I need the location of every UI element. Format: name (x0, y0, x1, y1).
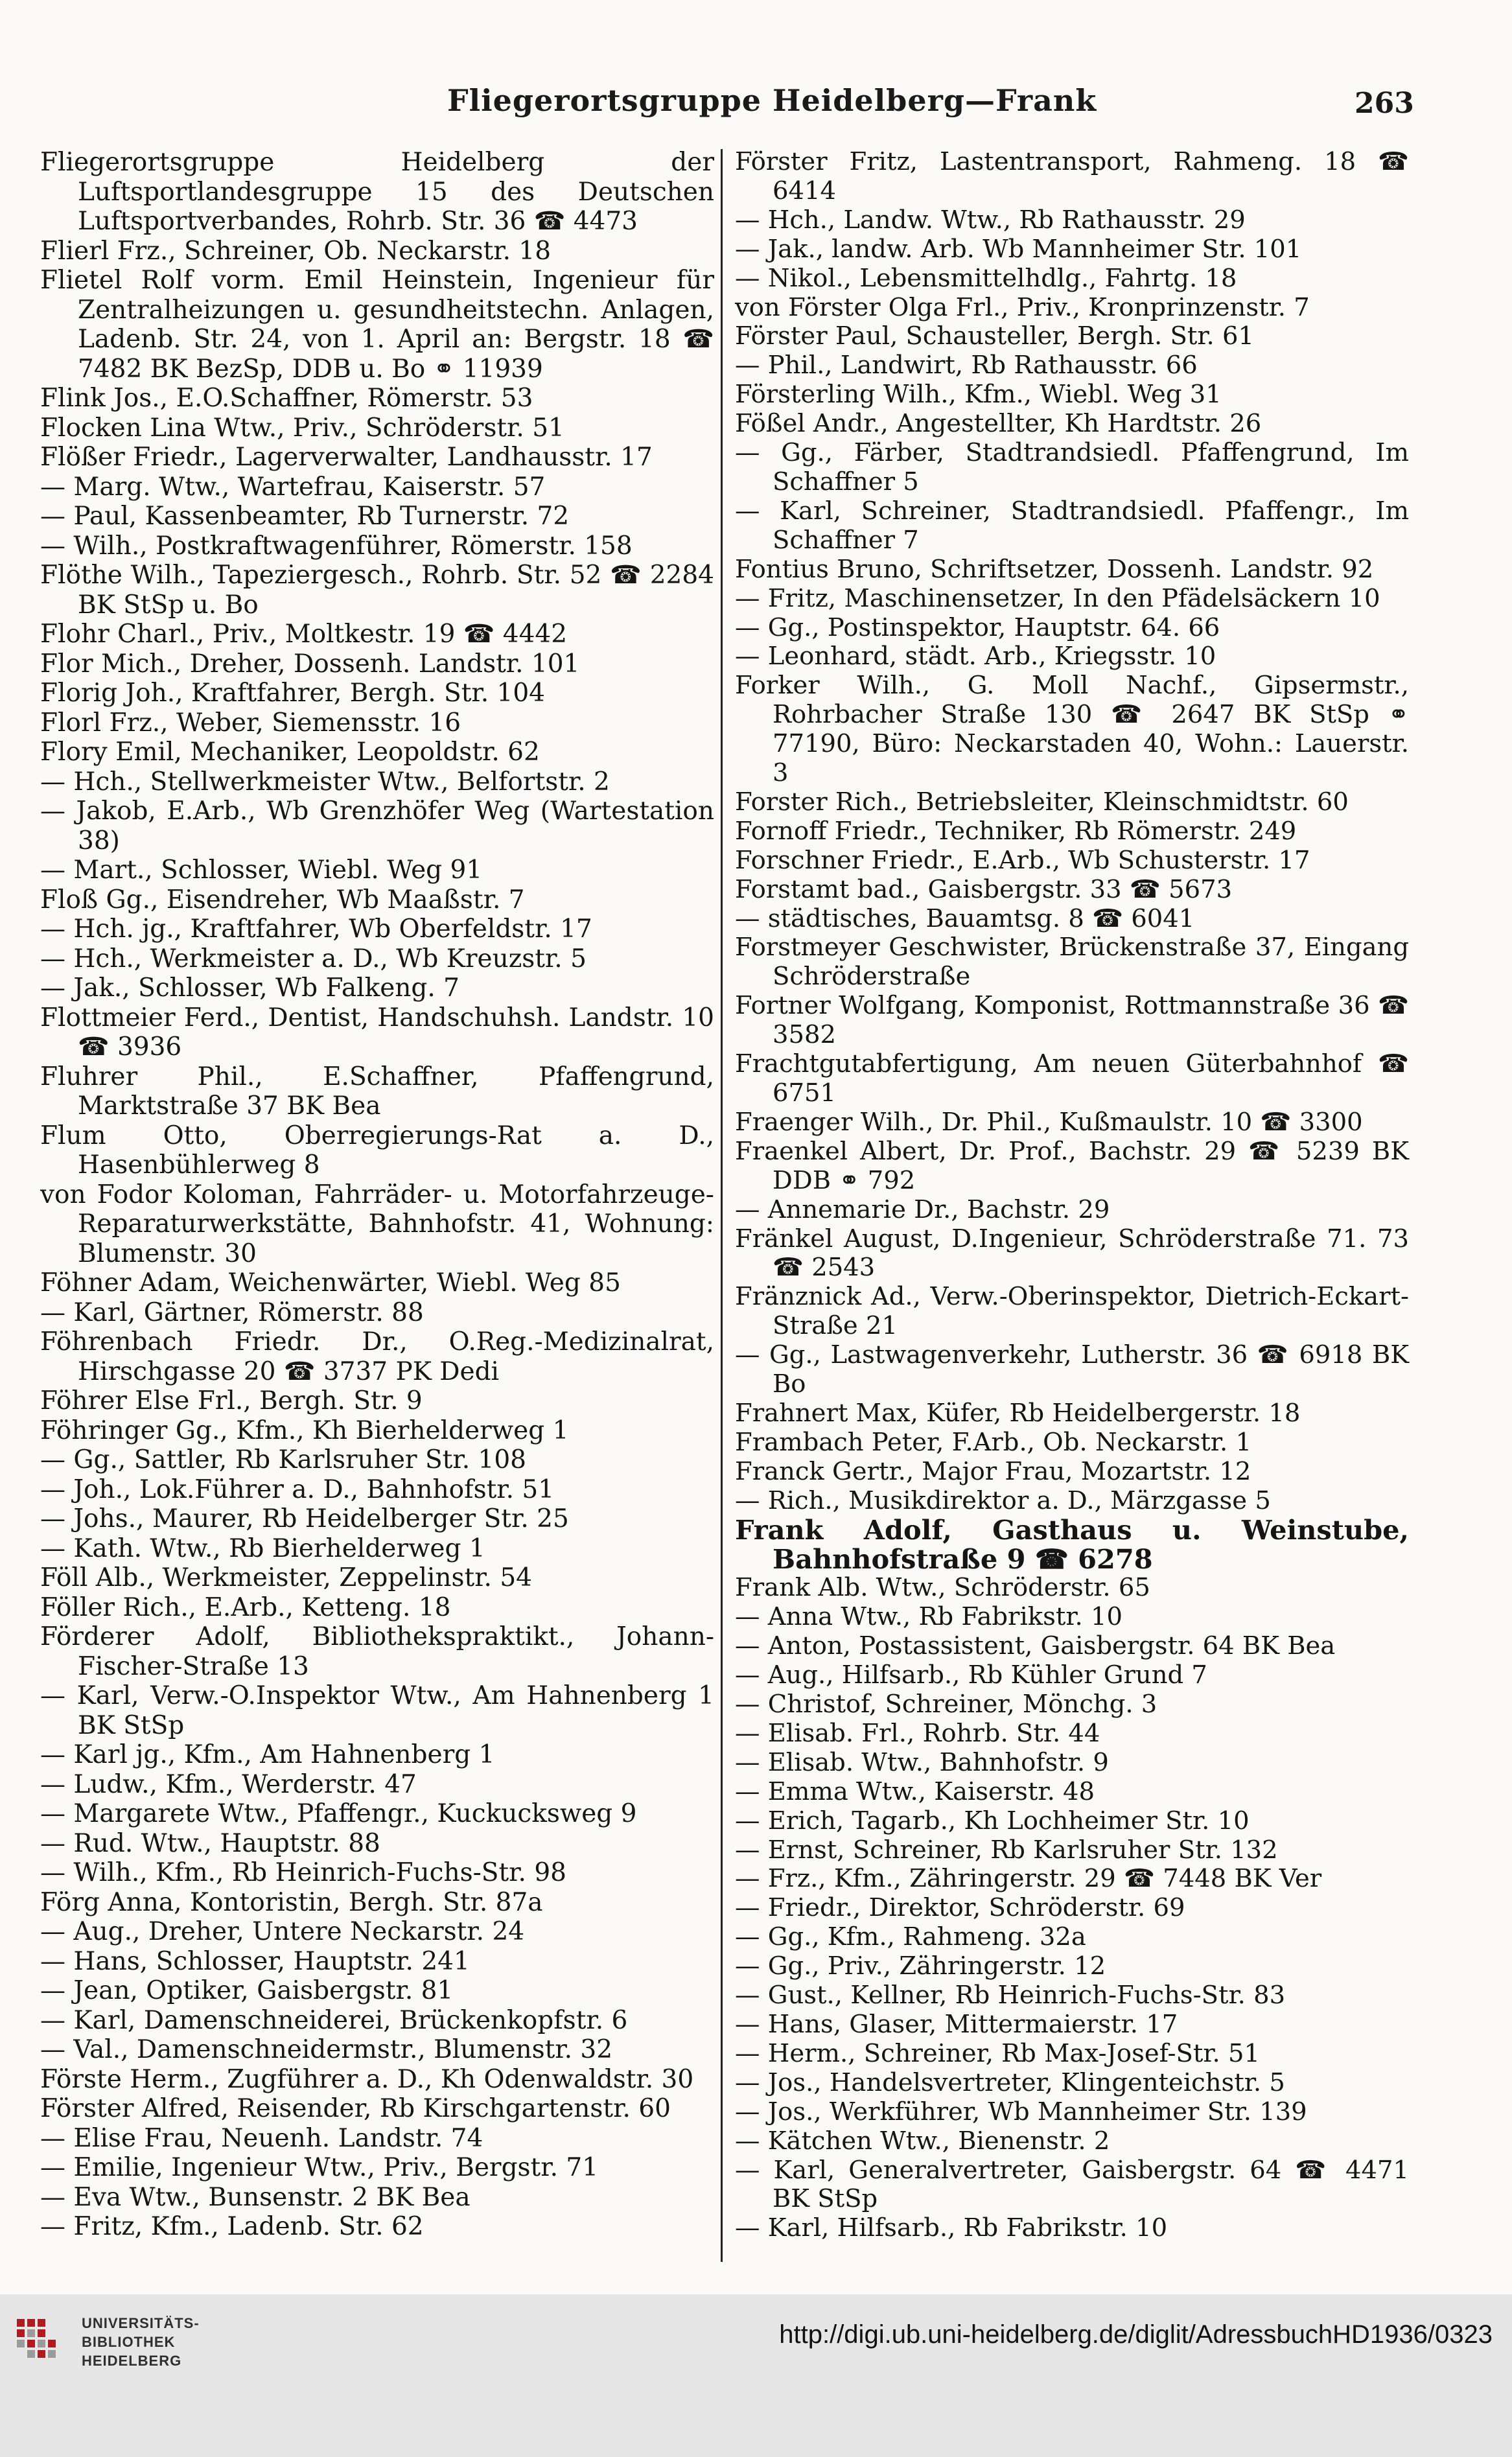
directory-entry: — Gg., Sattler, Rb Karlsruher Str. 108 (40, 1445, 526, 1474)
directory-entry: — Rud. Wtw., Hauptstr. 88 (40, 1828, 380, 1858)
directory-entry: — Erich, Tagarb., Kh Lochheimer Str. 10 (735, 1806, 1250, 1835)
directory-entry: Flohr Charl., Priv., Moltkestr. 19 ☎ 4442 (40, 620, 568, 649)
library-name-line: UNIVERSITÄTS- (82, 2315, 200, 2331)
directory-entry: — Johs., Maurer, Rb Heidelberger Str. 25 (40, 1504, 569, 1533)
directory-entry: Fontius Bruno, Schriftsetzer, Dossenh. Landstr. 92 (735, 554, 1374, 584)
directory-entry: — Gg., Priv., Zähringerstr. 12 (735, 1951, 1106, 1981)
directory-entry: Flierl Frz., Schreiner, Ob. Neckarstr. 18 (40, 236, 552, 266)
directory-entry: — Hch., Landw. Wtw., Rb Rathausstr. 29 (735, 205, 1246, 235)
directory-entry: Frahnert Max, Küfer, Rb Heidelbergerstr. 18 (735, 1398, 1301, 1428)
directory-entry: — Hch., Werkmeister a. D., Wb Kreuzstr. 5 (40, 944, 587, 973)
directory-entry: Föhringer Gg., Kfm., Kh Bierhelderweg 1 (40, 1415, 569, 1445)
directory-entry: Förster Alfred, Reisender, Rb Kirschgartenstr. 60 (40, 2094, 671, 2123)
directory-entry: Fraenkel Albert, Dr. Prof., Bachstr. 29 ☎ 5239 BK DDB ⚭ 792 (735, 1136, 1409, 1195)
directory-entry: — Mart., Schlosser, Wiebl. Weg 91 (40, 856, 483, 885)
directory-entry: Frambach Peter, F.Arb., Ob. Neckarstr. 1 (735, 1427, 1251, 1457)
directory-entry: — Jakob, E.Arb., Wb Grenzhöfer Weg (Wartestation 38) (40, 797, 714, 856)
directory-entry: — Karl, Hilfsarb., Rb Fabrikstr. 10 (735, 2213, 1168, 2243)
directory-entry: Fränznick Ad., Verw.-Oberinspektor, Dietrich-Eckart-Straße 21 (735, 1282, 1409, 1341)
directory-entry: — Jak., Schlosser, Wb Falkeng. 7 (40, 973, 459, 1003)
directory-entry: — Gg., Lastwagenverkehr, Lutherstr. 36 ☎ 6918 BK Bo (735, 1340, 1409, 1399)
directory-entry: Föll Alb., Werkmeister, Zeppelinstr. 54 (40, 1563, 532, 1592)
directory-entry: — Fritz, Kfm., Ladenb. Str. 62 (40, 2212, 424, 2241)
directory-entry: Förderer Adolf, Bibliothekspraktikt., Johann-Fischer-Straße 13 (40, 1622, 714, 1681)
directory-entry: — Karl, Damenschneiderei, Brückenkopfstr. 6 (40, 2005, 628, 2035)
column-divider (721, 149, 723, 2262)
directory-entry: — Jos., Werkführer, Wb Mannheimer Str. 139 (735, 2097, 1307, 2126)
directory-entry: — Emma Wtw., Kaiserstr. 48 (735, 1776, 1095, 1806)
directory-entry: — Jos., Handelsvertreter, Klingenteichstr. 5 (735, 2067, 1285, 2097)
directory-entry: Flocken Lina Wtw., Priv., Schröderstr. 51 (40, 413, 564, 443)
directory-entry: Fößel Andr., Angestellter, Kh Hardtstr. 26 (735, 409, 1262, 439)
directory-entry: — Rich., Musikdirektor a. D., Märzgasse 5 (735, 1485, 1271, 1515)
directory-entry: — Hans, Schlosser, Hauptstr. 241 (40, 1946, 470, 1976)
directory-entry: — Aug., Hilfsarb., Rb Kühler Grund 7 (735, 1660, 1207, 1690)
directory-entry: — Herm., Schreiner, Rb Max-Josef-Str. 51 (735, 2038, 1261, 2068)
right-column (735, 148, 1409, 2243)
directory-entry: — Kath. Wtw., Rb Bierhelderweg 1 (40, 1533, 485, 1563)
directory-entry: — Karl, Generalvertreter, Gaisbergstr. 64 ☎ 4471 BK StSp (735, 2155, 1409, 2214)
directory-entry: — Hans, Glaser, Mittermaierstr. 17 (735, 2010, 1178, 2039)
directory-entry: Flietel Rolf vorm. Emil Heinstein, Ingenieur für Zentralheizungen u. gesundheitstechn. Anlagen, Ladenb. Str. 24, von 1. April an: Bergstr. 18 ☎ 7482 BK BezSp, DDB u. Bo ⚭ 11939 (40, 266, 714, 384)
directory-entry: Flum Otto, Oberregierungs-Rat a. D., Hasenbühlerweg 8 (40, 1121, 714, 1180)
directory-entry: Förster Paul, Schausteller, Bergh. Str. 61 (735, 321, 1254, 351)
left-column (40, 148, 714, 2242)
directory-entry: — Hch., Stellwerkmeister Wtw., Belfortstr. 2 (40, 767, 610, 797)
footer-bar (0, 2294, 1512, 2457)
directory-entry: — Emilie, Ingenieur Wtw., Priv., Bergstr. 71 (40, 2153, 599, 2182)
directory-entry: — Elise Frau, Neuenh. Landstr. 74 (40, 2123, 483, 2153)
directory-entry: Föhrenbach Friedr. Dr., O.Reg.-Medizinalrat, Hirschgasse 20 ☎ 3737 PK Dedi (40, 1327, 714, 1386)
directory-entry: — Fritz, Maschinensetzer, In den Pfädelsäckern 10 (735, 583, 1380, 613)
directory-entry: — städtisches, Bauamtsg. 8 ☎ 6041 (735, 903, 1195, 933)
directory-entry: Frachtgutabfertigung, Am neuen Güterbahnhof ☎ 6751 (735, 1049, 1409, 1108)
directory-entry: Förg Anna, Kontoristin, Bergh. Str. 87a (40, 1887, 543, 1917)
directory-entry: — Jean, Optiker, Gaisbergstr. 81 (40, 1976, 454, 2005)
directory-entry: Florig Joh., Kraftfahrer, Bergh. Str. 104 (40, 679, 545, 708)
directory-entry: Flößer Friedr., Lagerverwalter, Landhausstr. 17 (40, 443, 653, 472)
directory-entry: — Anna Wtw., Rb Fabrikstr. 10 (735, 1602, 1122, 1632)
library-logo-icon (13, 2312, 69, 2368)
directory-entry: Flor Mich., Dreher, Dossenh. Landstr. 101 (40, 649, 580, 679)
directory-entry: Förster Fritz, Lastentransport, Rahmeng. 18 ☎ 6414 (735, 147, 1409, 205)
directory-entry: Flory Emil, Mechaniker, Leopoldstr. 62 (40, 738, 540, 767)
directory-entry: Frank Alb. Wtw., Schröderstr. 65 (735, 1573, 1150, 1603)
directory-entry: — Annemarie Dr., Bachstr. 29 (735, 1194, 1110, 1224)
directory-entry: Floß Gg., Eisendreher, Wb Maaßstr. 7 (40, 885, 525, 914)
directory-entry: von Fodor Koloman, Fahrräder- u. Motorfahrzeuge-Reparaturwerkstätte, Bahnhofstr. 41, Wohnung: Blumenstr. 30 (40, 1180, 714, 1268)
directory-entry: Forstamt bad., Gaisbergstr. 33 ☎ 5673 (735, 874, 1233, 904)
directory-entry: — Aug., Dreher, Untere Neckarstr. 24 (40, 1917, 525, 1946)
directory-entry: — Paul, Kassenbeamter, Rb Turnerstr. 72 (40, 502, 570, 531)
directory-entry: Fraenger Wilh., Dr. Phil., Kußmaulstr. 10 ☎ 3300 (735, 1107, 1363, 1137)
directory-entry: Föhner Adam, Weichenwärter, Wiebl. Weg 85 (40, 1268, 621, 1298)
directory-entry: — Anton, Postassistent, Gaisbergstr. 64 BK Bea (735, 1631, 1336, 1661)
directory-entry: Forker Wilh., G. Moll Nachf., Gipsermstr., Rohrbacher Straße 130 ☎ 2647 BK StSp ⚭ 77190, Büro: Neckarstaden 40, Wohn.: Lauerstr. 3 (735, 671, 1409, 788)
directory-entry: — Kätchen Wtw., Bienenstr. 2 (735, 2126, 1110, 2156)
directory-entry: — Phil., Landwirt, Rb Rathausstr. 66 (735, 351, 1198, 380)
library-name-line: HEIDELBERG (82, 2353, 182, 2369)
directory-entry: — Karl, Schreiner, Stadtrandsiedl. Pfaffengr., Im Schaffner 7 (735, 496, 1409, 555)
directory-entry: — Karl, Gärtner, Römerstr. 88 (40, 1298, 424, 1327)
directory-entry: Fränkel August, D.Ingenieur, Schröderstraße 71. 73 ☎ 2543 (735, 1224, 1409, 1283)
directory-entry: — Frz., Kfm., Zähringerstr. 29 ☎ 7448 BK Ver (735, 1864, 1322, 1894)
directory-entry: — Gust., Kellner, Rb Heinrich-Fuchs-Str. 83 (735, 1981, 1286, 2010)
library-name-line: BIBLIOTHEK (82, 2334, 176, 2350)
directory-entry: — Margarete Wtw., Pfaffengr., Kuckucksweg 9 (40, 1799, 637, 1828)
directory-entry: Frank Adolf, Gasthaus u. Weinstube, Bahnhofstraße 9 ☎ 6278 (735, 1513, 1409, 1575)
directory-entry: Försterling Wilh., Kfm., Wiebl. Weg 31 (735, 380, 1222, 410)
directory-entry: Fluhrer Phil., E.Schaffner, Pfaffengrund, Marktstraße 37 BK Bea (40, 1062, 714, 1121)
directory-entry: Förste Herm., Zugführer a. D., Kh Odenwaldstr. 30 (40, 2064, 694, 2094)
directory-entry: — Gg., Postinspektor, Hauptstr. 64. 66 (735, 612, 1220, 642)
directory-entry: Forschner Friedr., E.Arb., Wb Schusterstr. 17 (735, 845, 1310, 875)
directory-entry: — Ernst, Schreiner, Rb Karlsruher Str. 132 (735, 1835, 1278, 1865)
directory-entry: Franck Gertr., Major Frau, Mozartstr. 12 (735, 1456, 1251, 1486)
directory-entry: — Marg. Wtw., Wartefrau, Kaiserstr. 57 (40, 472, 546, 502)
directory-entry: Flottmeier Ferd., Dentist, Handschuhsh. Landstr. 10 ☎ 3936 (40, 1003, 714, 1062)
directory-entry: Forster Rich., Betriebsleiter, Kleinschmidtstr. 60 (735, 787, 1349, 817)
running-head: Fliegerortsgruppe Heidelberg—Frank (447, 83, 1097, 118)
directory-entry: — Wilh., Postkraftwagenführer, Römerstr. 158 (40, 531, 633, 561)
directory-entry: — Karl jg., Kfm., Am Hahnenberg 1 (40, 1740, 495, 1769)
directory-entry: — Jak., landw. Arb. Wb Mannheimer Str. 101 (735, 234, 1302, 264)
source-url-link[interactable]: http://digi.ub.uni-heidelberg.de/diglit/AdressbuchHD1936/0323 (779, 2320, 1493, 2349)
directory-entry: Föhrer Else Frl., Bergh. Str. 9 (40, 1386, 423, 1415)
directory-entry: — Eva Wtw., Bunsenstr. 2 BK Bea (40, 2182, 471, 2212)
directory-entry: Fliegerortsgruppe Heidelberg der Luftsportlandesgruppe 15 des Deutschen Luftsportverbandes, Rohrb. Str. 36 ☎ 4473 (40, 148, 714, 236)
directory-entry: Fortner Wolfgang, Komponist, Rottmannstraße 36 ☎ 3582 (735, 991, 1409, 1050)
directory-entry: — Ludw., Kfm., Werderstr. 47 (40, 1769, 417, 1799)
directory-entry: Flink Jos., E.O.Schaffner, Römerstr. 53 (40, 384, 533, 413)
directory-entry: — Nikol., Lebensmittelhdlg., Fahrtg. 18 (735, 263, 1237, 293)
directory-entry: — Hch. jg., Kraftfahrer, Wb Oberfeldstr. 17 (40, 914, 592, 944)
directory-entry: — Wilh., Kfm., Rb Heinrich-Fuchs-Str. 98 (40, 1858, 566, 1887)
directory-entry: — Gg., Färber, Stadtrandsiedl. Pfaffengrund, Im Schaffner 5 (735, 438, 1409, 496)
directory-entry: — Gg., Kfm., Rahmeng. 32a (735, 1922, 1086, 1952)
page-number: 263 (1355, 87, 1414, 120)
directory-entry: Forstmeyer Geschwister, Brückenstraße 37, Eingang Schröderstraße (735, 933, 1409, 992)
directory-entry: — Christof, Schreiner, Mönchg. 3 (735, 1690, 1157, 1719)
directory-entry: — Elisab. Wtw., Bahnhofstr. 9 (735, 1747, 1109, 1777)
directory-entry: Florl Frz., Weber, Siemensstr. 16 (40, 708, 461, 738)
directory-entry: Föller Rich., E.Arb., Ketteng. 18 (40, 1592, 451, 1622)
directory-entry: von Förster Olga Frl., Priv., Kronprinzenstr. 7 (735, 292, 1310, 322)
directory-entry: Fornoff Friedr., Techniker, Rb Römerstr. 249 (735, 816, 1297, 846)
directory-entry: — Elisab. Frl., Rohrb. Str. 44 (735, 1718, 1100, 1748)
directory-entry: — Val., Damenschneidermstr., Blumenstr. 32 (40, 2035, 613, 2064)
directory-entry: — Karl, Verw.-O.Inspektor Wtw., Am Hahnenberg 1 BK StSp (40, 1681, 714, 1740)
directory-entry: — Leonhard, städt. Arb., Kriegsstr. 10 (735, 642, 1216, 671)
directory-entry: Flöthe Wilh., Tapeziergesch., Rohrb. Str. 52 ☎ 2284 BK StSp u. Bo (40, 561, 714, 620)
directory-entry: — Joh., Lok.Führer a. D., Bahnhofstr. 51 (40, 1474, 555, 1504)
directory-entry: — Friedr., Direktor, Schröderstr. 69 (735, 1893, 1185, 1923)
library-name (82, 2314, 200, 2370)
